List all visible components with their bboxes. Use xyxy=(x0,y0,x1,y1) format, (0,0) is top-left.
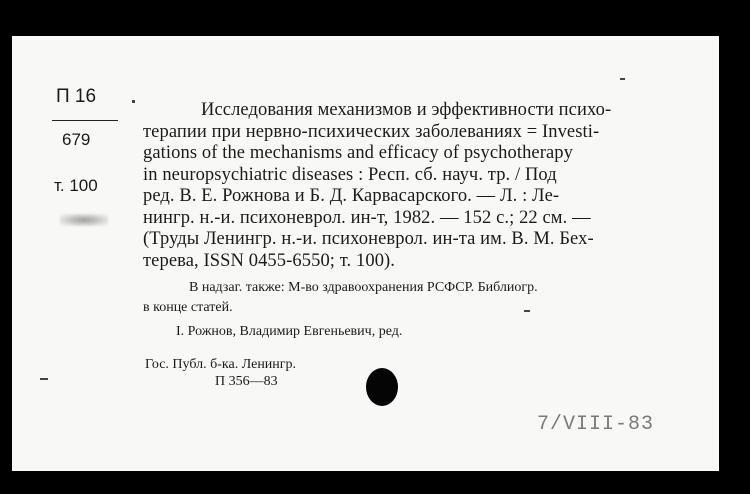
holding-line: П 356—83 xyxy=(215,374,278,389)
main-entry-line: gations of the mechanisms and efficacy of psychotherapy xyxy=(143,143,574,163)
main-entry-line: терапии при нервно-психических заболеваниях = Investi- xyxy=(143,121,600,142)
dust-speck xyxy=(620,78,625,80)
item-number: 679 xyxy=(62,130,91,149)
main-entry-line: ред. В. Е. Рожнова и Б. Д. Карвасарского. — Л. : Ле- xyxy=(143,186,560,206)
main-entry-line: (Труды Ленингр. н.-и. психоневрол. ин-та им. В. М. Бех- xyxy=(143,229,594,249)
main-entry-line: нингр. н.-и. психоневрол. ин-т, 1982. — 152 с.; 22 см. — xyxy=(143,207,591,228)
dust-speck xyxy=(40,378,48,380)
dust-speck xyxy=(524,310,530,312)
holding-library xyxy=(145,356,296,390)
holding-line: Гос. Публ. б-ка. Ленингр. xyxy=(145,357,297,372)
call-number: П 16 xyxy=(56,86,97,107)
main-entry-line: терева, ISSN 0455-6550; т. 100). xyxy=(143,250,396,271)
main-entry xyxy=(143,100,709,272)
note-line: в конце статей. xyxy=(143,300,233,315)
added-entry-tracing: I. Рожнов, Владимир Евгеньевич, ред. xyxy=(176,324,403,339)
catalog-card xyxy=(12,36,719,471)
volume-number: т. 100 xyxy=(54,176,98,195)
date-stamp: 7/VIII-83 xyxy=(537,413,655,436)
main-entry-line: Исследования механизмов и эффективности психо- xyxy=(201,100,612,120)
ink-smudge xyxy=(60,214,108,226)
bibliographic-note xyxy=(143,278,709,318)
note-line: В надзаг. также: М-во здравоохранения РСФСР. Библиогр. xyxy=(189,280,538,295)
punch-hole xyxy=(366,368,398,406)
dust-speck xyxy=(132,100,135,103)
main-entry-line: in neuropsychiatric diseases : Респ. сб. науч. тр. / Под xyxy=(143,164,557,185)
call-number-divider xyxy=(52,120,118,121)
